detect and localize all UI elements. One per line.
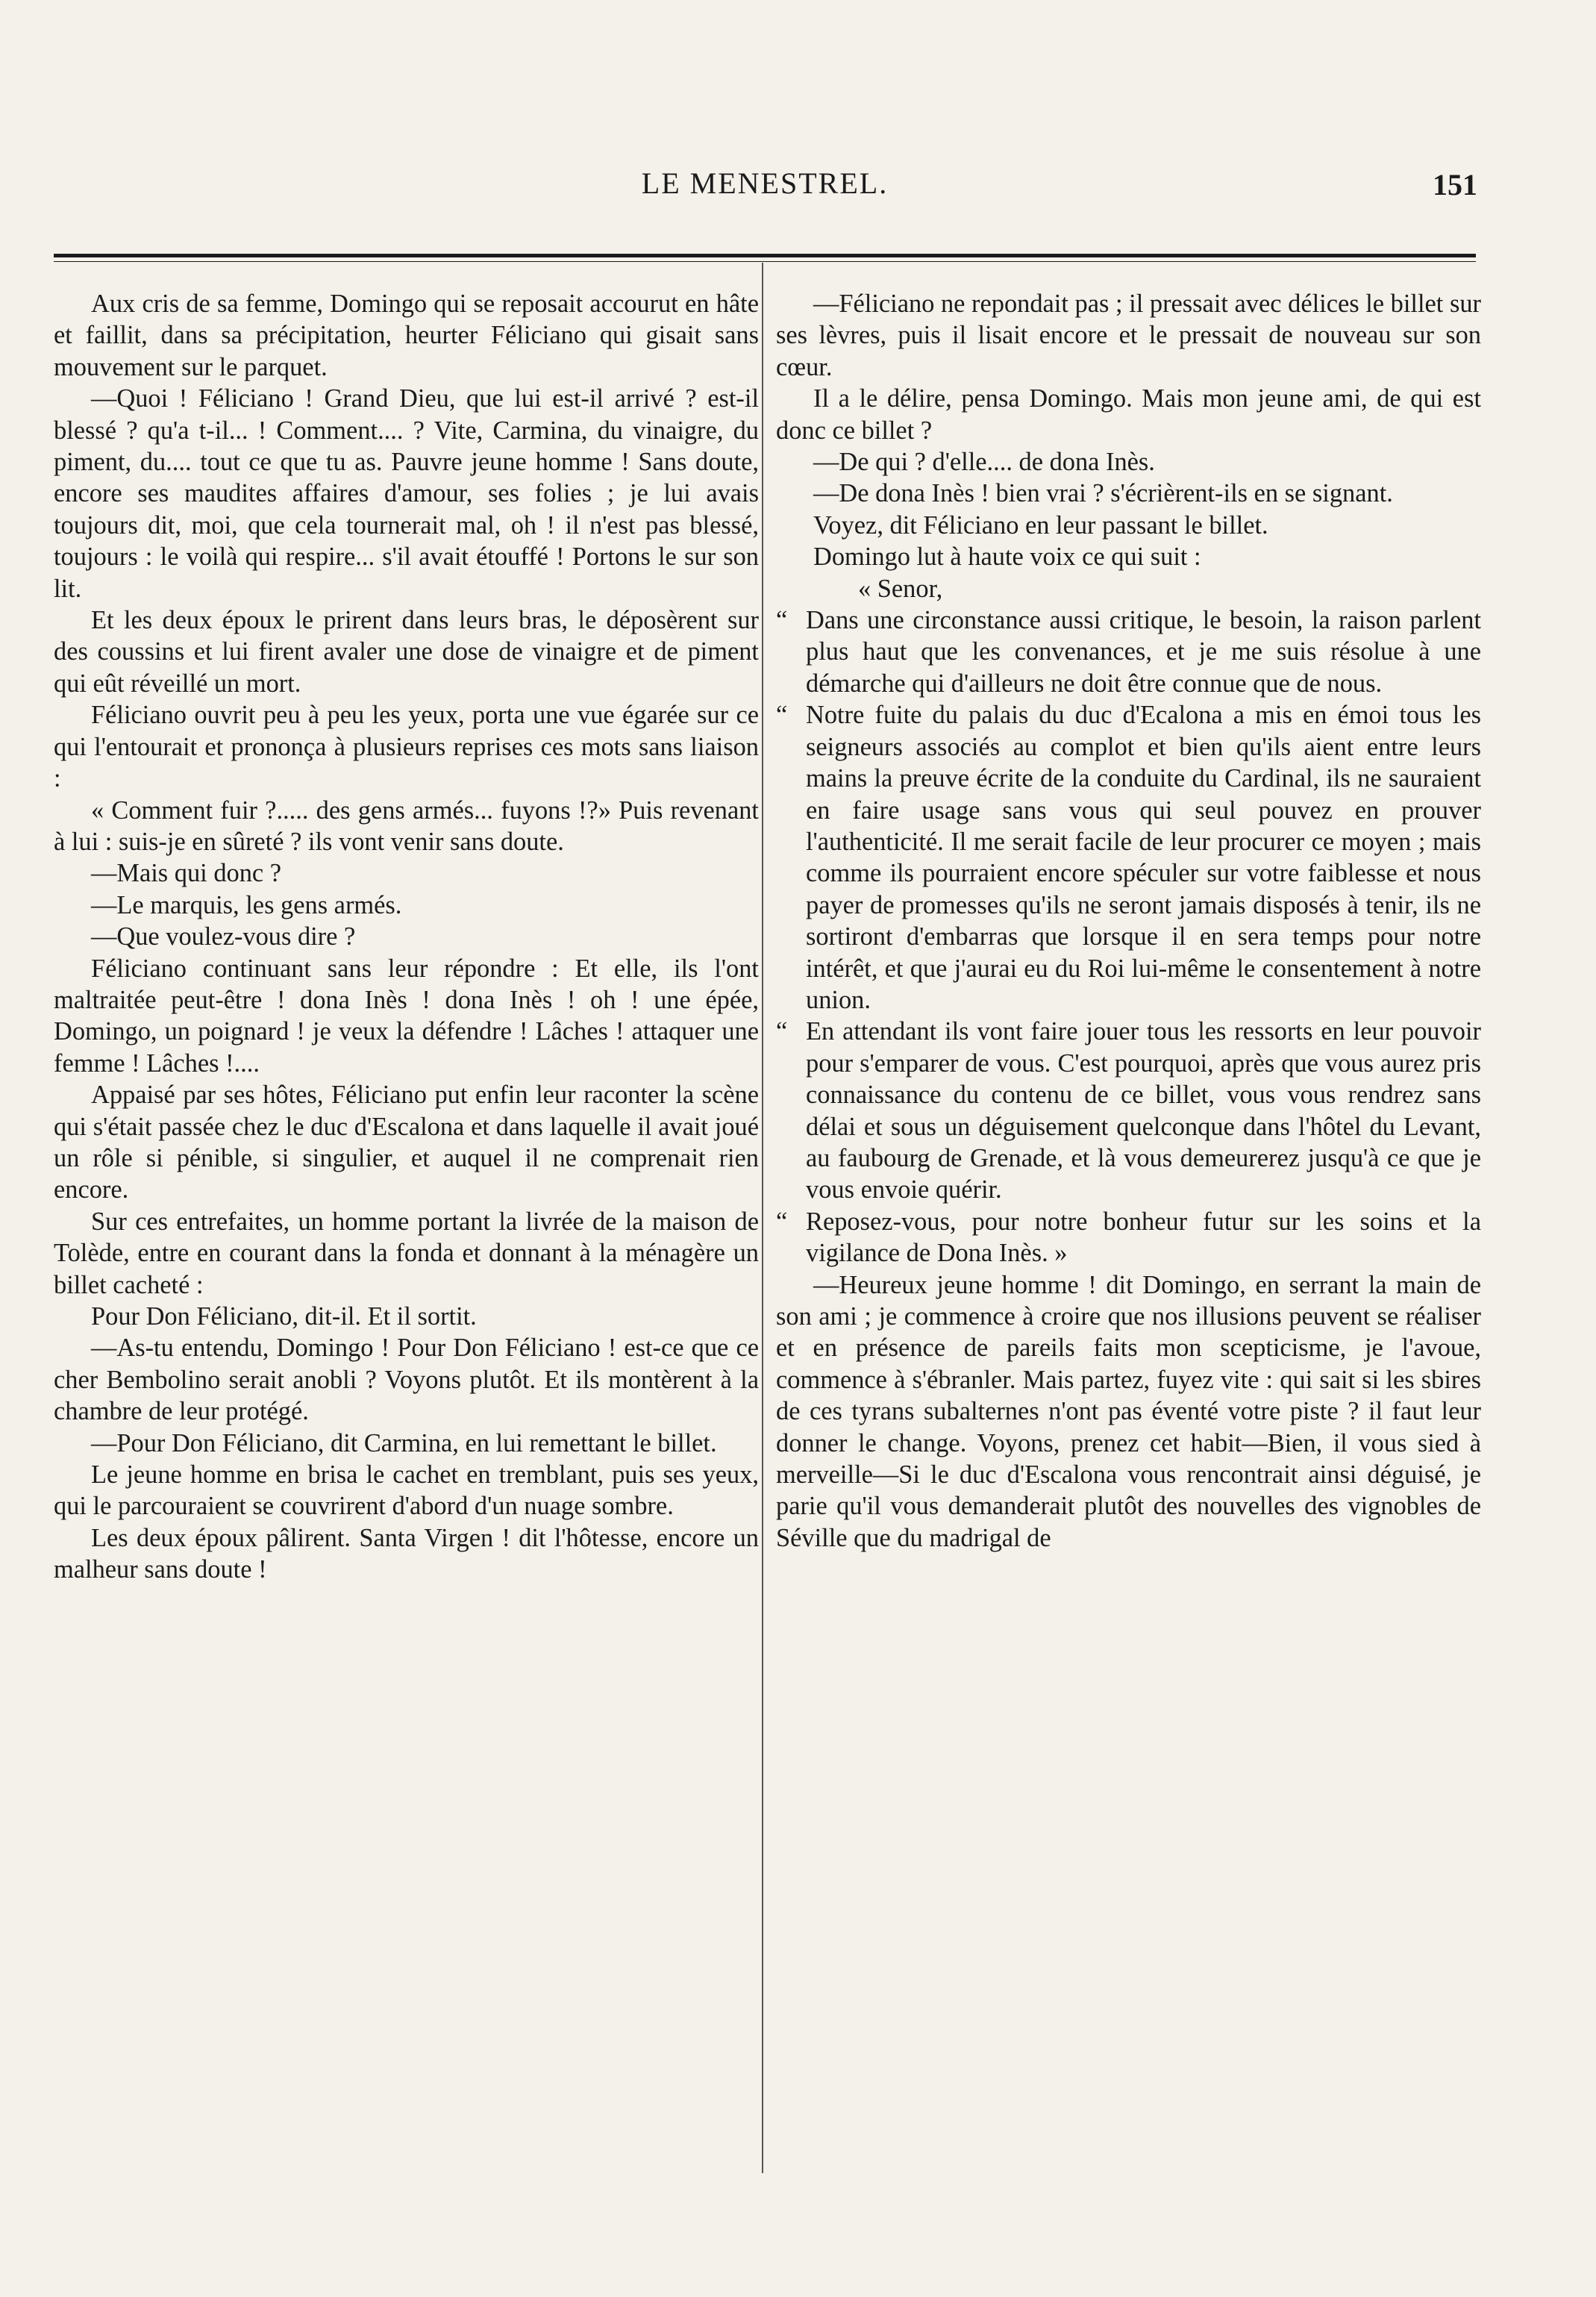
paragraph: Les deux époux pâlirent. Santa Virgen ! dit l'hôtesse, encore un malheur sans doute ! (54, 1523, 759, 1584)
paragraph: —Quoi ! Féliciano ! Grand Dieu, que lui est-il arrivé ? est-il blessé ? qu'a t-il... ! Comment.... ? Vite, Carmina, du vinaigre, du piment, du.... tout ce que tu as. Pauvre jeune homme ! Sans doute, encore ses maudites affaires d'amour, ses folies ; je lui avais toujours dit, moi, que cela tournerait mal, oh ! il n'est pas blessé, toujours : le voilà qui respire... s'il avait étouffé ! Portons le sur son lit. (54, 384, 759, 603)
letter-paragraph: “ Notre fuite du palais du duc d'Ecalona a mis en émoi tous les seigneurs associés au complot et bien qu'ils aient entre leurs mains la preuve écrite de la conduite du Cardinal, ils ne sauraient en faire usage sans vous qui seul pouvez en prouver l'authenticité. Il me serait facile de leur procurer ce moyen ; mais comme ils pourraient encore spéculer sur votre faiblesse et nous payer de promesses qu'ils ne seront jamais disposés à tenir, ils ne sortiront d'embarras que lorsque il en sera temps pour notre intérêt, et que j'aurai eu du Roi lui-même le consentement à notre union. (776, 699, 1481, 1016)
running-title: LE MENESTREL. (641, 166, 889, 200)
paragraph: —Féliciano ne repondait pas ; il pressait avec délices le billet sur ses lèvres, puis il lisait encore et le pressait de nouveau sur son cœur. (776, 290, 1481, 381)
letter-paragraph: “ Dans une circonstance aussi critique, le besoin, la raison parlent plus haut que les convenances, et je me suis résolue à une démarche qui d'ailleurs ne doit être connue que de nous. (776, 604, 1481, 699)
paragraph: Pour Don Féliciano, dit-il. Et il sortit. (91, 1302, 477, 1331)
paragraph: Il a le délire, pensa Domingo. Mais mon jeune ami, de qui est donc ce billet ? (776, 384, 1481, 445)
paragraph: Appaisé par ses hôtes, Féliciano put enfin leur raconter la scène qui s'était passée chez le duc d'Escalona et dans laquelle il avait joué un rôle si pénible, si singulier, et auquel il ne comprenait rien encore. (54, 1081, 759, 1204)
paragraph: Féliciano ouvrit peu à peu les yeux, porta une vue égarée sur ce qui l'entourait et prononça à plusieurs reprises ces mots sans liaison : (54, 701, 759, 793)
paragraph: Aux cris de sa femme, Domingo qui se reposait accourut en hâte et faillit, dans sa précipitation, heurter Féliciano qui gisait sans mouvement sur le parquet. (54, 290, 759, 381)
paragraph: Domingo lut à haute voix ce qui suit : (813, 543, 1201, 572)
letter-paragraph: “ En attendant ils vont faire jouer tous les ressorts en leur pouvoir pour s'emparer de vous. C'est pourquoi, après que vous aurez pris connaissance du contenu de ce billet, vous vous rendrez sans délai et sous un déguisement quelconque dans l'hôtel du Levant, au faubourg de Grenade, et là vous demeurerez jusqu'à ce que je vous envoie quérir. (776, 1016, 1481, 1205)
page-number: 151 (1433, 168, 1477, 201)
paragraph: « Comment fuir ?..... des gens armés... fuyons !?» Puis revenant à lui : suis-je en sûreté ? ils vont venir sans doute. (54, 796, 759, 856)
paragraph: Voyez, dit Féliciano en leur passant le billet. (813, 510, 1268, 540)
paragraph: Le jeune homme en brisa le cachet en tremblant, puis ses yeux, qui le parcouraient se couvrirent d'abord d'un nuage sombre. (54, 1460, 759, 1521)
paragraph: Et les deux époux le prirent dans leurs bras, le déposèrent sur des coussins et lui firent avaler une dose de vinaigre et de piment qui eût réveillé un mort. (54, 606, 759, 698)
paragraph: —Heureux jeune homme ! dit Domingo, en serrant la main de son ami ; je commence à croire que nos illusions peuvent se réaliser et en présence de pareils faits mon scepticisme, je l'avoue, commence à s'ébranler. Mais partez, fuyez vite : qui sait si les sbires de ces tyrans subalternes n'ont pas éventé votre piste ? il faut leur donner le change. Voyons, prenez cet habit—Bien, il vous sied à merveille—Si le duc d'Escalona vous rencontrait ainsi déguisé, je parie qu'il vous demanderait plutôt des nouvelles des vignobles de Séville que du madrigal de (776, 1270, 1481, 1552)
paragraph: Féliciano continuant sans leur répondre : Et elle, ils l'ont maltraitée peut-être ! dona Inès ! dona Inès ! oh ! une épée, Domingo, un poignard ! je veux la défendre ! Lâches ! attaquer une femme ! Lâches !.... (54, 954, 759, 1078)
paragraph: —Pour Don Féliciano, dit Carmina, en lui remettant le billet. (91, 1428, 717, 1457)
column-divider (762, 263, 763, 2173)
paragraph: —Le marquis, les gens armés. (91, 890, 402, 919)
paragraph: —As-tu entendu, Domingo ! Pour Don Féliciano ! est-ce que ce cher Bembolino serait anobli ? Voyons plutôt. Et ils montèrent à la chambre de leur protégé. (54, 1334, 759, 1426)
letter-paragraph: “ Reposez-vous, pour notre bonheur futur sur les soins et la vigilance de Dona Inès. » (776, 1206, 1481, 1269)
paragraph: Sur ces entrefaites, un homme portant la livrée de la maison de Tolède, entre en courant dans la fonda et donnant à la ménagère un billet cacheté : (54, 1207, 759, 1299)
paragraph: —De dona Inès ! bien vrai ? s'écrièrent-ils en se signant. (813, 479, 1393, 508)
paragraph: —De qui ? d'elle.... de dona Inès. (813, 448, 1155, 477)
left-column (54, 288, 759, 2169)
right-column (776, 288, 1481, 2169)
header-rule-thin (54, 261, 1476, 262)
paragraph: —Que voulez-vous dire ? (91, 922, 356, 951)
page-header (52, 166, 1477, 210)
header-rule-thick (54, 254, 1476, 257)
paragraph: —Mais qui donc ? (91, 859, 282, 888)
letter-salutation: « Senor, (858, 574, 943, 603)
